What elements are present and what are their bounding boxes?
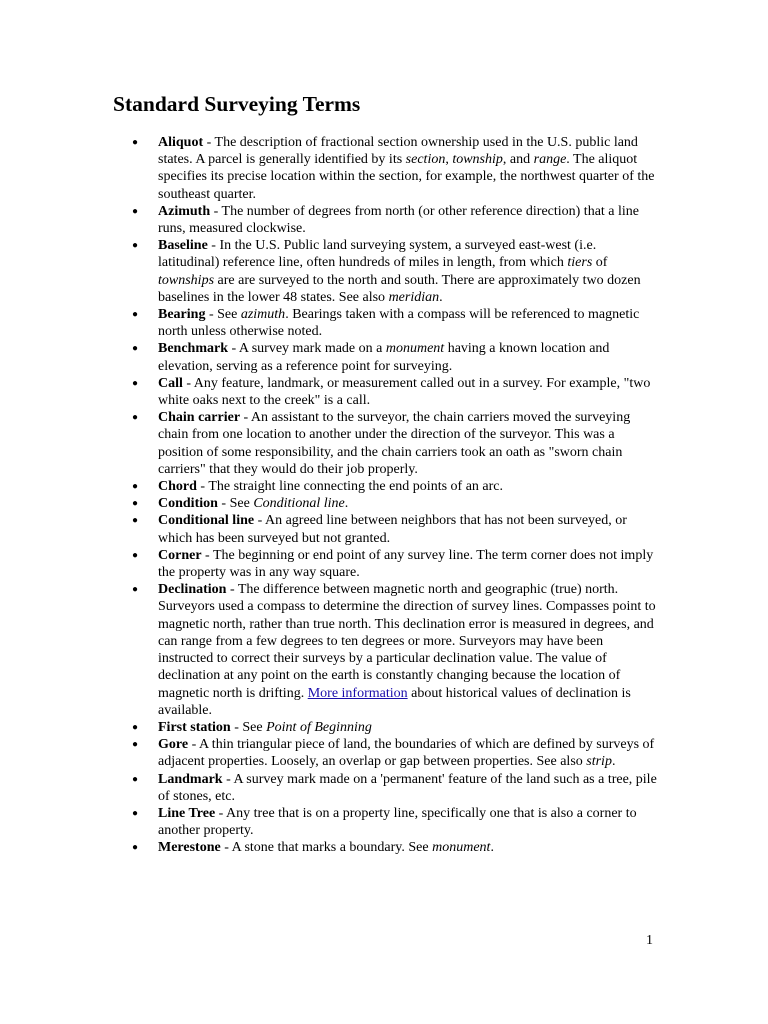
definition-text: - The number of degrees from north (or other reference direction) that a line runs, measured clockwise. <box>158 203 640 237</box>
list-item <box>132 134 658 203</box>
term-reference: azimuth <box>240 307 286 323</box>
bullet-icon: ● <box>132 842 139 854</box>
term-name: Aliquot <box>158 135 204 150</box>
term-reference: section <box>405 152 446 168</box>
bullet-icon: ● <box>132 773 139 785</box>
term-reference: monument <box>385 341 445 357</box>
definition-text: - A survey mark made on a <box>228 341 386 357</box>
term-name: Baseline <box>158 238 208 254</box>
bullet-icon: ● <box>132 584 139 596</box>
more-information-link[interactable]: More information <box>307 685 408 701</box>
bullet-icon: ● <box>132 205 139 217</box>
definition-text: - Any feature, landmark, or measurement called out in a survey. For example, "two white oaks next to the creek" is a call. <box>158 375 651 409</box>
bullet-icon: ● <box>132 721 139 733</box>
list-item <box>132 771 658 805</box>
term-reference: Point of Beginning <box>266 719 372 735</box>
list-item <box>132 736 658 770</box>
definition-text: - An agreed line between neighbors that has not been surveyed, or which has been surveyed but not granted. <box>158 513 627 546</box>
definition-text: of <box>592 255 608 271</box>
list-item <box>132 547 658 581</box>
term-name: Conditional line <box>158 513 255 529</box>
definition-text: - See <box>205 307 241 323</box>
definition-text: - A thin triangular piece of land, the boundaries of which are defined by surveys of adjacent properties. Loosely, an overlap or gap between properties. See also <box>158 737 655 770</box>
term-name: First station <box>158 719 231 735</box>
bullet-icon: ● <box>132 498 139 510</box>
bullet-icon: ● <box>132 240 139 252</box>
list-item <box>132 839 658 856</box>
bullet-icon: ● <box>132 739 139 751</box>
term-reference: monument <box>432 840 491 856</box>
term-reference: meridian <box>388 289 440 305</box>
definition-text: - See <box>230 719 267 735</box>
list-item <box>132 512 658 546</box>
definition-text: are are surveyed to the north and south. There are approximately two dozen baselines in the lower 48 states. See also <box>158 272 641 305</box>
term-name: Chord <box>158 479 197 495</box>
definition-text: - The difference between magnetic north and geographic (true) north. Surveyors used a compass to determine the direction of survey lines. Compasses point to magnetic north, rather than true north. This declination error is measured in degrees, and can range from a few degrees to ten degrees or more. Surveyors may have been instructed to correct their surveys by a particular declination value. The value of declination at any point on the earth is constantly changing because the location of magnetic north is drifting. <box>158 582 656 701</box>
bullet-icon: ● <box>132 309 139 321</box>
term-name: Landmark <box>158 771 223 787</box>
bullet-icon: ● <box>132 481 139 493</box>
term-name: Line Tree <box>158 805 216 821</box>
bullet-icon: ● <box>132 412 139 424</box>
list-item <box>132 237 658 306</box>
bullet-icon: ● <box>132 377 139 389</box>
list-item <box>132 495 658 512</box>
page-title: Standard Surveying Terms <box>113 92 361 116</box>
term-name: Bearing <box>158 307 206 323</box>
term-reference: strip <box>586 754 612 770</box>
definition-text: - The straight line connecting the end points of an arc. <box>196 479 503 495</box>
definition-text: - A stone that marks a boundary. See <box>220 840 433 856</box>
definition-text: , <box>445 152 453 168</box>
list-item <box>132 409 658 478</box>
term-reference: townships <box>158 272 215 288</box>
definition-text: . Bearings taken with a compass will be referenced to magnetic north unless otherwise noted. <box>158 307 640 340</box>
term-name: Benchmark <box>158 341 228 357</box>
bullet-icon: ● <box>132 549 139 561</box>
definition-text: . <box>439 289 443 305</box>
definition-text: - In the U.S. Public land surveying system, a surveyed east-west (i.e. latitudinal) reference line, often hundreds of miles in length, from which <box>158 238 597 271</box>
definition-text: . The aliquot specifies its precise location within the section, for example, the northwest quarter of the southeast quarter. <box>158 152 655 202</box>
list-item <box>132 581 658 719</box>
bullet-icon: ● <box>132 137 139 148</box>
list-item <box>132 203 658 237</box>
term-name: Merestone <box>158 840 221 856</box>
definition-text: about historical values of declination is available. <box>158 685 631 718</box>
definition-text: having a known location and elevation, serving as a reference point for surveying. <box>158 341 610 374</box>
definition-text: - See <box>217 496 254 512</box>
term-name: Corner <box>158 547 202 563</box>
bullet-icon: ● <box>132 343 139 355</box>
list-item <box>132 719 658 736</box>
term-name: Declination <box>158 582 227 598</box>
definition-text: . <box>344 496 349 512</box>
term-name: Condition <box>158 496 218 512</box>
term-name: Gore <box>158 737 189 753</box>
term-name: Call <box>158 375 183 391</box>
list-item <box>132 375 658 409</box>
page-number: 1 <box>646 933 653 948</box>
definition-text: - Any tree that is on a property line, specifically one that is also a corner to another property. <box>158 805 637 839</box>
bullet-icon: ● <box>132 807 139 819</box>
term-name: Chain carrier <box>158 410 241 426</box>
term-reference: range <box>533 152 567 168</box>
term-reference: Conditional line <box>253 496 345 512</box>
term-reference: township <box>452 152 503 168</box>
definition-text: - A survey mark made on a 'permanent' feature of the land such as a tree, pile of stones, etc. <box>158 771 657 804</box>
list-item <box>132 478 658 495</box>
term-name: Azimuth <box>158 203 211 219</box>
definition-text: - An assistant to the surveyor, the chain carriers moved the surveying chain from one location to another under the direction of the surveyor. This was a position of some responsibility, and the chain carriers took an oath as "sworn chain carriers" that they would do their job properly. <box>158 410 631 477</box>
list-item <box>132 306 658 340</box>
term-reference: tiers <box>567 255 593 271</box>
list-item <box>132 805 658 839</box>
definition-text: . <box>490 840 494 856</box>
bullet-icon: ● <box>132 515 139 527</box>
definition-text: - The description of fractional section ownership used in the U.S. public land states. A parcel is generally identified by its <box>158 135 638 168</box>
definition-text: . <box>611 754 616 770</box>
definition-text: - The beginning or end point of any survey line. The term corner does not imply the property was in any way square. <box>158 547 654 581</box>
list-item <box>132 340 658 374</box>
definition-text: , and <box>502 152 534 168</box>
terms-list <box>132 134 658 857</box>
